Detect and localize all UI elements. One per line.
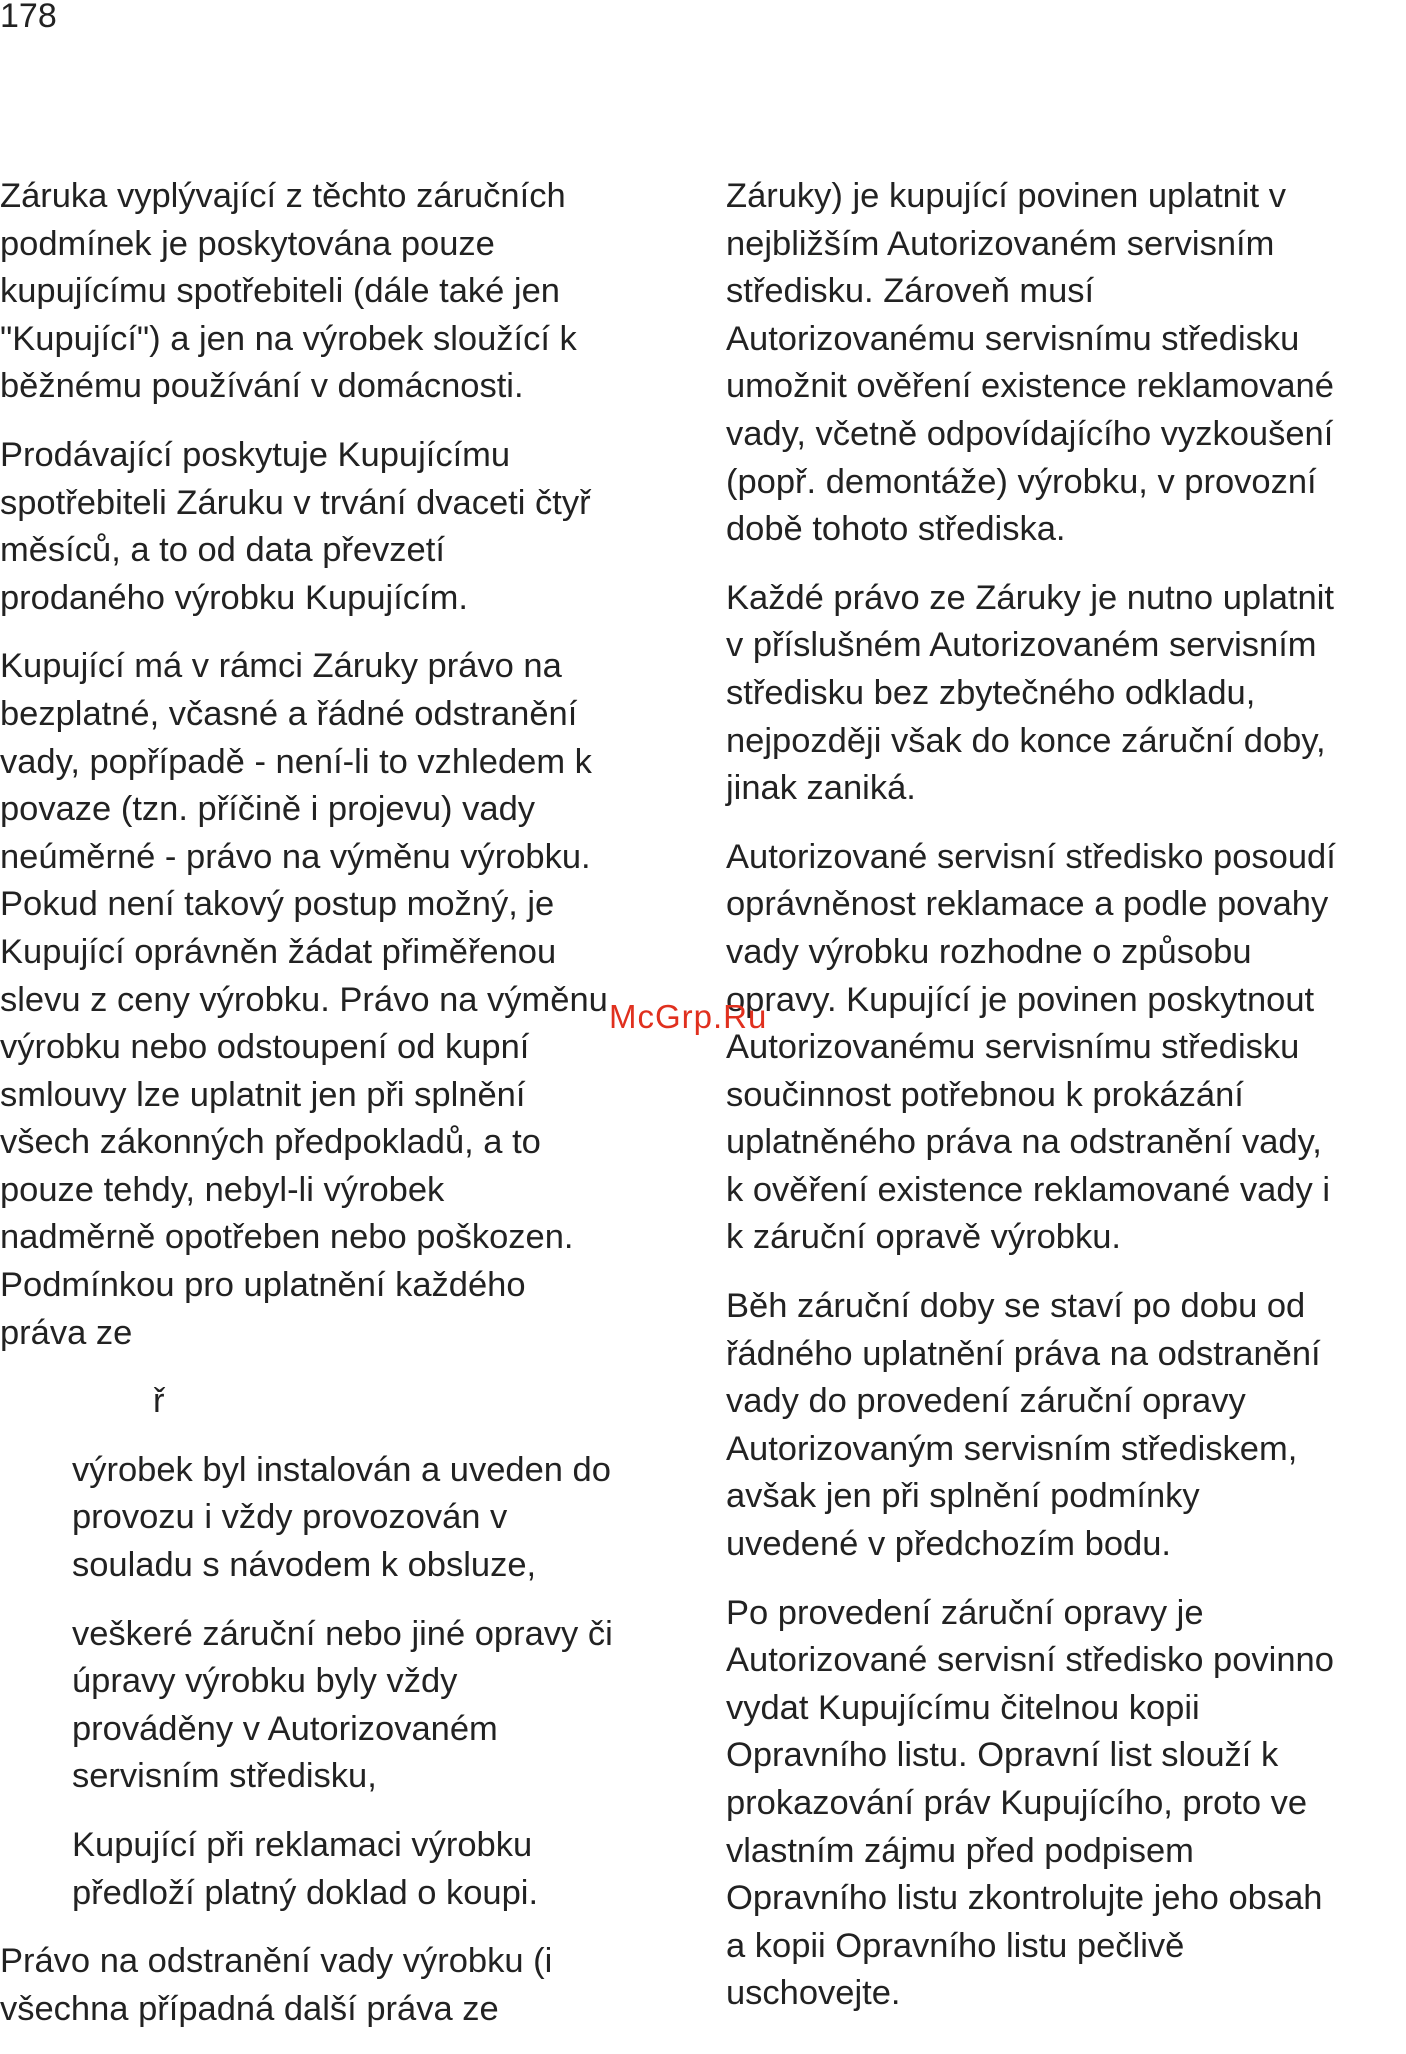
paragraph-claim-deadline: Každé právo ze Záruky je nutno uplatnit v příslušném Autorizovaném servisním středisku bez zbytečného odkladu, nejpozději však do konce záruční doby, jinak zaniká.	[726, 578, 1334, 808]
paragraph-service-assessment: Autorizované servisní středisko posoudí oprávněnost reklamace a podle povahy vady výrobku rozhodne o způsobu opravy. Kupující je povinen poskytnout Autorizovanému servisnímu středisku součinnost potřebnou k prokázání uplatněného práva na odstranění vady, k ověření existence reklamované vady i k záruční opravě výrobku.	[726, 837, 1336, 1257]
condition-item-authorized-repairs: veškeré záruční nebo jiné opravy či úpravy výrobku byly vždy prováděny v Autorizovaném servisním středisku,	[72, 1614, 613, 1796]
paragraph-buyer-rights: Kupující má v rámci Záruky právo na bezplatné, včasné a řádné odstranění vady, popřípadě - není-li to vzhledem k povaze (tzn. příčině i projevu) vady neúměrné - právo na výměnu výrobku. Pokud není takový postup možný, je Kupující oprávněn žádat přiměřenou slevu z ceny výrobku. Právo na výměnu výrobku nebo odstoupení od kupní smlouvy lze uplatnit jen při splnění všech zákonných předpokladů, a to pouze tehdy, nebyl-li výrobek nadměrně opotřeben nebo poškozen. Podmínkou pro uplatnění každého práva ze	[0, 647, 608, 1352]
right-column	[726, 173, 1406, 2039]
paragraph-warranty-period: Prodávající poskytuje Kupujícímu spotřebiteli Záruku v trvání dvaceti čtyř měsíců, a to od data převzetí prodaného výrobku Kupujícím.	[0, 435, 591, 617]
paragraph-claim-rights: Právo na odstranění vady výrobku (i všechna případná další práva ze	[0, 1942, 553, 2028]
watermark-text: McGrp.Ru	[609, 998, 768, 1035]
paragraph-warranty-scope: Záruka vyplývající z těchto záručních podmínek je poskytována pouze kupujícímu spotřebiteli (dále také jen "Kupující") a jen na výrobek sloužící k běžnému používání v domácnosti.	[0, 177, 577, 406]
left-column	[0, 173, 690, 2054]
condition-item-installation: výrobek byl instalován a uveden do provozu i vždy provozován v souladu s návodem k obsluze,	[72, 1450, 611, 1585]
paragraph-repair-sheet: Po provedení záruční opravy je Autorizované servisní středisko povinno vydat Kupujícímu čitelnou kopii Opravního listu. Opravní list slouží k prokazování práv Kupujícího, proto ve vlastním zájmu před podpisem Opravního listu zkontrolujte jeho obsah a kopii Opravního listu pečlivě uschovejte.	[726, 1593, 1334, 2013]
paragraph-claim-location: Záruky) je kupující povinen uplatnit v nejbližším Autorizovaném servisním středisku. Zároveň musí Autorizovanému servisnímu středisku umožnit ověření existence reklamované vady, včetně odpovídajícího vyzkoušení (popř. demontáže) výrobku, v provozní době tohoto střediska.	[726, 177, 1334, 549]
paragraph-period-suspension: Běh záruční doby se staví po dobu od řádného uplatnění práva na odstranění vady do provedení záruční opravy Autorizovaným servisním střediskem, avšak jen při splnění podmínky uvedené v předchozím bodu.	[726, 1287, 1321, 1564]
condition-item-proof-of-purchase: Kupující při reklamaci výrobku předloží platný doklad o koupi.	[72, 1826, 539, 1912]
page-number: 178	[0, 0, 57, 35]
conditions-list-heading: ř	[153, 1382, 165, 1421]
